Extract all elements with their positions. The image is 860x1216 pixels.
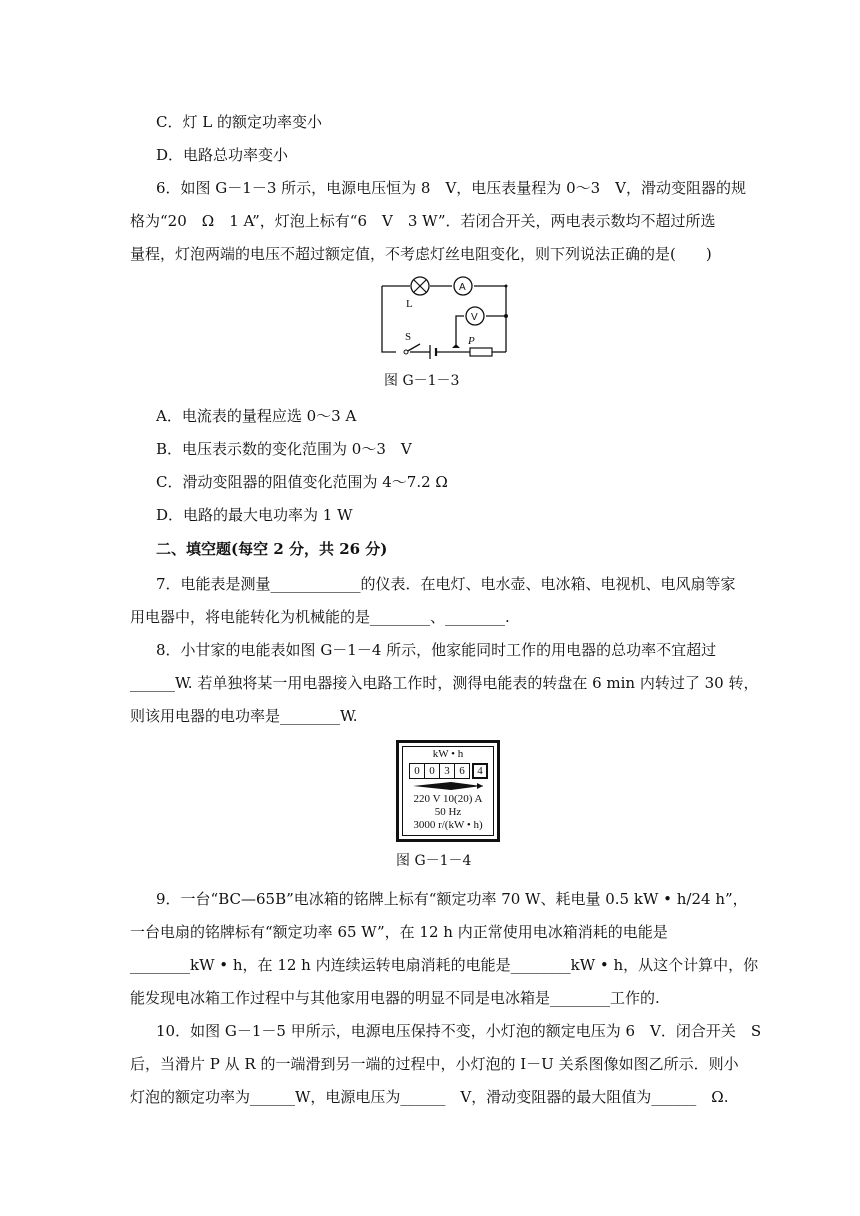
meter-constant: 3000 r/(kW • h) — [413, 819, 483, 831]
option-6a: A．电流表的量程应选 0～3 A — [156, 407, 357, 425]
ammeter-label: A — [459, 282, 466, 293]
meter-digit-highlight: 4 — [472, 763, 488, 779]
section-heading-fill-blank: 二、填空题(每空 2 分，共 26 分) — [156, 540, 388, 558]
question-8-line3: 则该用电器的电功率是________W. — [130, 707, 358, 725]
question-8-line1: 8．小甘家的电能表如图 G－1－4 所示，他家能同时工作的用电器的总功率不宜超过 — [156, 641, 717, 659]
question-9-line2: 一台电扇的铭牌标有“额定功率 65 W”，在 12 h 内正常使用电冰箱消耗的电能是 — [130, 923, 668, 941]
question-6-line3: 量程，灯泡两端的电压不超过额定值，不考虑灯丝电阻变化，则下列说法正确的是( ) — [130, 245, 712, 263]
figure-caption-g-1-3: 图 G－1－3 — [384, 373, 460, 389]
option-6b: B．电压表示数的变化范围为 0～3 V — [156, 440, 412, 458]
label-S: S — [405, 331, 412, 343]
question-8-line2: ______W. 若单独将某一用电器接入电路工作时，测得电能表的转盘在 6 min 内转过了 30 转， — [130, 674, 759, 692]
meter-digit: 3 — [440, 763, 455, 779]
lamp-symbol — [411, 277, 429, 295]
meter-disc-arrow-icon — [411, 781, 485, 791]
meter-rating: 220 V 10(20) A — [413, 793, 483, 805]
option-6d-prev: D．电路总功率变小 — [156, 146, 289, 164]
question-7-line2: 用电器中，将电能转化为机械能的是________、________. — [130, 608, 510, 626]
rheostat-symbol — [470, 348, 492, 356]
question-6-line2: 格为“20 Ω 1 A”，灯泡上标有“6 V 3 W”．若闭合开关，两电表示数均不超过所选 — [130, 212, 716, 230]
option-6c: C．滑动变阻器的阻值变化范围为 4～7.2 Ω — [156, 473, 448, 491]
meter-frequency: 50 Hz — [434, 806, 462, 818]
question-9-line1: 9．一台“BC—65B”电冰箱的铭牌上标有“额定功率 70 W、耗电量 0.5 kW • h/24 h”， — [156, 890, 748, 908]
meter-digit: 0 — [409, 763, 425, 779]
voltmeter-label: V — [471, 312, 478, 323]
question-10-line1: 10．如图 G－1－5 甲所示，电源电压保持不变，小灯泡的额定电压为 6 V．闭合开关 S — [156, 1022, 762, 1040]
question-6-line1: 6．如图 G－1－3 所示，电源电压恒为 8 V，电压表量程为 0～3 V，滑动变阻器的规 — [156, 179, 746, 197]
energy-meter — [396, 740, 500, 842]
question-10-line2: 后，当滑片 P 从 R 的一端滑到另一端的过程中，小灯泡的 I－U 关系图像如图乙所示．则小 — [130, 1055, 739, 1073]
meter-digit: 0 — [425, 763, 440, 779]
label-L: L — [406, 298, 413, 310]
meter-unit: kW • h — [432, 748, 464, 760]
figure-caption-g-1-4: 图 G－1－4 — [396, 853, 472, 869]
label-P: P — [468, 335, 475, 347]
question-10-line3: 灯泡的额定功率为______W，电源电压为______ V，滑动变阻器的最大阻值为______ Ω. — [130, 1088, 729, 1106]
meter-digit: 6 — [455, 763, 470, 779]
question-9-line4: 能发现电冰箱工作过程中与其他家用电器的明显不同是电冰箱是________工作的. — [130, 989, 660, 1007]
option-6c-prev: C．灯 L 的额定功率变小 — [156, 113, 322, 131]
question-7-line1: 7．电能表是测量____________的仪表．在电灯、电水壶、电冰箱、电视机、电风扇等家 — [156, 575, 736, 593]
question-9-line3: ________kW • h，在 12 h 内连续运转电扇消耗的电能是________kW • h，从这个计算中，你 — [130, 956, 759, 974]
meter-digits — [409, 763, 488, 779]
circuit-diagram — [370, 272, 520, 364]
option-6d: D．电路的最大电功率为 1 W — [156, 506, 353, 524]
